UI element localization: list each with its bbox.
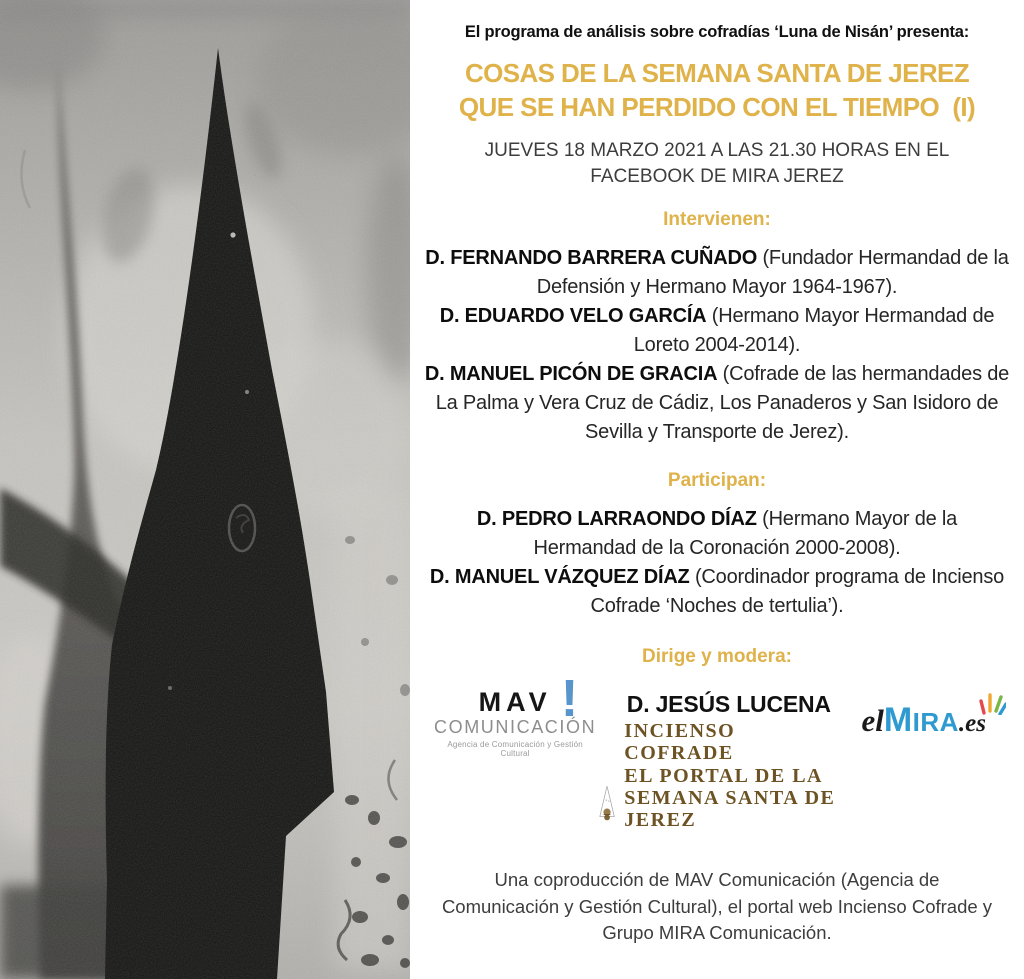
nazareno-photo (0, 0, 410, 979)
section-label-intervienen: Intervienen: (663, 209, 771, 231)
incienso-line-2: COFRADE (624, 742, 734, 765)
logos-row (424, 670, 1010, 841)
person-role: (Hermano Mayor Hermandad de Loreto 2004-2014). (633, 305, 995, 356)
person-role: (Fundador Hermandad de la Defensión y Hermano Mayor 1964-1967). (536, 247, 1009, 298)
participan-list (424, 505, 1010, 621)
intervienen-list (424, 244, 1010, 447)
title-line-1: COSAS DE LA SEMANA SANTA DE JEREZ (464, 58, 970, 89)
incienso-wordmark (624, 720, 861, 841)
elmira-spark-icon (978, 689, 1006, 715)
list-item (424, 302, 1010, 360)
nazareno-drawing-icon (596, 765, 618, 841)
mav-tagline: Agencia de Comunicación y Gestión Cultural (447, 740, 583, 759)
list-item (424, 244, 1010, 302)
page-title (459, 57, 975, 125)
nazareno-photo-art (0, 0, 410, 979)
person-name: D. PEDRO LARRAONDO DÍAZ (476, 507, 757, 530)
moderator-name: D. JESÚS LUCENA (626, 691, 831, 718)
person-role: (Hermano Mayor de la Hermandad de la Coronación 2000-2008). (533, 507, 958, 559)
section-label-participan: Participan: (667, 470, 767, 491)
mav-comunicacion-logo (434, 670, 597, 759)
incienso-tagline: EL PORTAL DE LA SEMANA SANTA DE JEREZ (624, 765, 836, 832)
person-name: D. EDUARDO VELO GARCÍA (439, 305, 707, 327)
incienso-line-1: INCIENSO (624, 720, 736, 743)
mav-wordmark: MAV (478, 687, 552, 718)
poster-content (410, 0, 1024, 979)
person-name: D. MANUEL PICÓN DE GRACIA (424, 363, 718, 385)
moderator-block (596, 677, 861, 841)
list-item (424, 505, 1010, 563)
elmira-logo (861, 701, 1000, 740)
person-name: D. MANUEL VÁZQUEZ DÍAZ (429, 565, 690, 588)
elmira-es-text: .es (958, 710, 986, 738)
section-label-dirige: Dirige y modera: (642, 645, 792, 667)
elmira-el-text: el (861, 703, 884, 739)
coproduction-credit: Una coproducción de MAV Comunicación (Agencia de Comunicación y Gestión Cultural), el portal web Incienso Cofrade y Grupo MIRA Comunicación. (441, 869, 993, 943)
list-item (424, 360, 1010, 447)
datetime-line-2: FACEBOOK DE MIRA JEREZ (590, 165, 844, 187)
mav-comunicacion-text: COMUNICACIÓN (434, 717, 597, 738)
event-datetime (485, 138, 950, 189)
datetime-line-1: JUEVES 18 MARZO 2021 A LAS 21.30 HORAS EN EL (484, 140, 950, 162)
person-role: (Cofrade de las hermandades de La Palma y Vera Cruz de Cádiz, Los Panaderos y San Isidoro de Sevilla y Transporte de Jerez). (435, 363, 1010, 443)
mav-exclamation-icon: ! (560, 670, 579, 729)
presenter-line: El programa de análisis sobre cofradías ‘Luna de Nisán’ presenta: (464, 23, 970, 41)
elmira-mira-text: MIRA (883, 701, 959, 740)
person-role: (Coordinador programa de Incienso Cofrade ‘Noches de tertulia’). (590, 565, 1005, 617)
title-line-2: QUE SE HAN PERDIDO CON EL TIEMPO (I) (458, 92, 976, 123)
person-name: D. FERNANDO BARRERA CUÑADO (425, 247, 758, 269)
incienso-cofrade-logo (596, 720, 861, 841)
list-item (424, 563, 1010, 621)
